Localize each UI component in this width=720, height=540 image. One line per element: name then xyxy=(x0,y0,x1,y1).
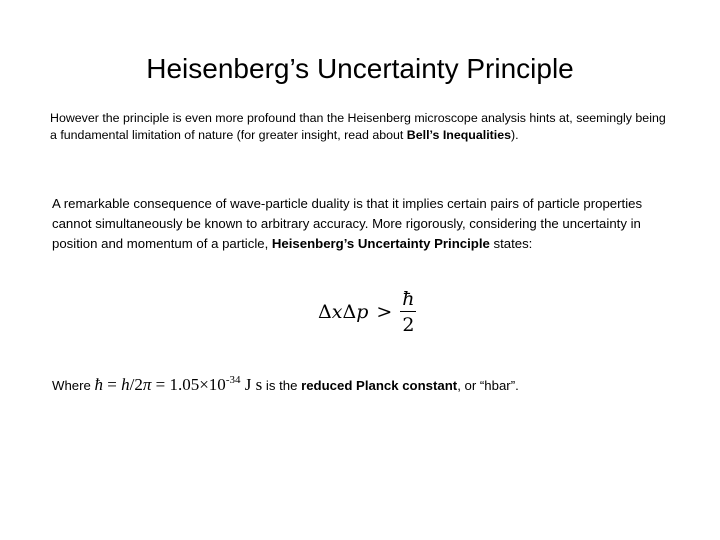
hbar-definition xyxy=(52,375,692,396)
intro-bold-term: Bell’s Inequalities xyxy=(406,128,512,142)
unit: J s xyxy=(240,375,263,394)
constant-value: = 1.05×10 xyxy=(151,375,226,394)
intro-body: However the principle is even more profound than the Heisenberg microscope analysis hints at, seemingly being a fundamental limitation of nature (for greater insight, read about xyxy=(50,111,666,142)
uncertainty-equation xyxy=(318,284,417,340)
intro-text xyxy=(50,110,670,144)
reduced-planck-term: reduced Planck constant xyxy=(301,378,458,393)
paragraph-body: A remarkable consequence of wave-particle duality is that it implies certain pairs of particle properties cannot simultaneously be known to arbitrary accuracy. More rigorously, considering the uncertainty in position and momentum of a particle, xyxy=(52,196,643,251)
equation-lhs xyxy=(318,301,368,323)
delta-symbol: Δ xyxy=(318,301,332,323)
delta-symbol: Δ xyxy=(342,301,357,323)
over-two: /2 xyxy=(129,375,143,394)
intro-end: ). xyxy=(511,128,519,142)
pi-symbol: π xyxy=(142,375,152,394)
exponent: -34 xyxy=(225,374,241,386)
hbar-symbol: ħ xyxy=(94,375,104,394)
hbar-over-two-fraction xyxy=(400,289,416,335)
where-prefix: Where xyxy=(52,378,95,393)
where-end: , or “hbar”. xyxy=(457,378,519,393)
duality-paragraph xyxy=(52,194,682,254)
h-symbol: h xyxy=(121,375,130,394)
hbar-formula xyxy=(95,375,263,394)
equals-sign: = xyxy=(103,375,122,394)
fraction-denominator: 2 xyxy=(402,314,415,336)
p-variable: p xyxy=(356,301,369,323)
x-variable: x xyxy=(331,301,343,323)
where-middle: is the xyxy=(262,378,302,393)
greater-than-operator: > xyxy=(376,301,393,323)
paragraph-bold-term: Heisenberg’s Uncertainty Principle xyxy=(271,236,490,251)
paragraph-end: states: xyxy=(489,236,533,251)
slide-title: Heisenberg’s Uncertainty Principle xyxy=(146,53,574,84)
fraction-numerator: ħ xyxy=(402,288,415,310)
